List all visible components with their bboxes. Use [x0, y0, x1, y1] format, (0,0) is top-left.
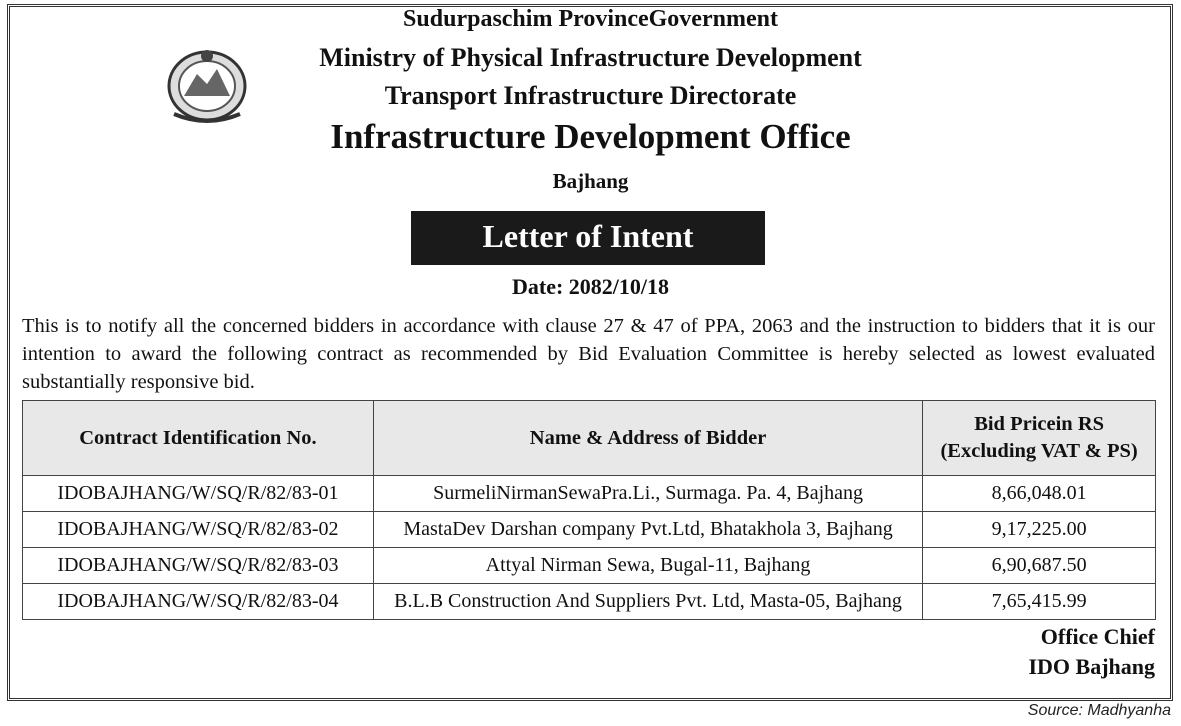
header-contract-id: Contract Identification No. — [23, 401, 374, 476]
table-header-row — [23, 401, 1156, 476]
contract-id: IDOBAJHANG/W/SQ/R/82/83-02 — [23, 512, 374, 548]
letter-title: Letter of Intent — [411, 211, 765, 265]
contract-id: IDOBAJHANG/W/SQ/R/82/83-04 — [23, 584, 374, 620]
contract-id: IDOBAJHANG/W/SQ/R/82/83-01 — [23, 476, 374, 512]
header-office: Infrastructure Development Office — [330, 117, 851, 156]
bidder: SurmeliNirmanSewaPra.Li., Surmaga. Pa. 4, Bajhang — [373, 476, 922, 512]
signature-title: Office Chief — [1040, 624, 1155, 649]
signature-office: IDO Bajhang — [1028, 654, 1155, 679]
bidder: Attyal Nirman Sewa, Bugal-11, Bajhang — [373, 548, 922, 584]
header-bid-price: Bid Pricein RS (Excluding VAT & PS) — [923, 401, 1156, 476]
bid-price: 8,66,048.01 — [923, 476, 1156, 512]
header-directorate: Transport Infrastructure Directorate — [384, 81, 797, 110]
header-line1: Sudurpaschim ProvinceGovernment — [403, 6, 778, 32]
table-row — [23, 548, 1156, 584]
source-credit: Source: Madhyanha — [1027, 702, 1171, 719]
contract-id: IDOBAJHANG/W/SQ/R/82/83-03 — [23, 548, 374, 584]
bid-price: 6,90,687.50 — [923, 548, 1156, 584]
header-ministry: Ministry of Physical Infrastructure Development — [319, 43, 862, 72]
table-row — [23, 476, 1156, 512]
contract-table — [22, 400, 1156, 620]
bid-price: 7,65,415.99 — [923, 584, 1156, 620]
table-row — [23, 512, 1156, 548]
bidder: MastaDev Darshan company Pvt.Ltd, Bhatakhola 3, Bajhang — [373, 512, 922, 548]
bidder: B.L.B Construction And Suppliers Pvt. Ltd, Masta-05, Bajhang — [373, 584, 922, 620]
header-location: Bajhang — [552, 169, 629, 193]
header-bidder: Name & Address of Bidder — [373, 401, 922, 476]
table-row — [23, 584, 1156, 620]
date: Date: 2082/10/18 — [511, 274, 670, 299]
bid-price: 9,17,225.00 — [923, 512, 1156, 548]
notice-body: This is to notify all the concerned bidders in accordance with clause 27 & 47 of PPA, 2063 and the instruction to bidders that it is our intention to award the following contract as recommended by Bid Evaluation Committee is hereby selected as lowest evaluated substantially responsive bid. — [22, 315, 1155, 393]
